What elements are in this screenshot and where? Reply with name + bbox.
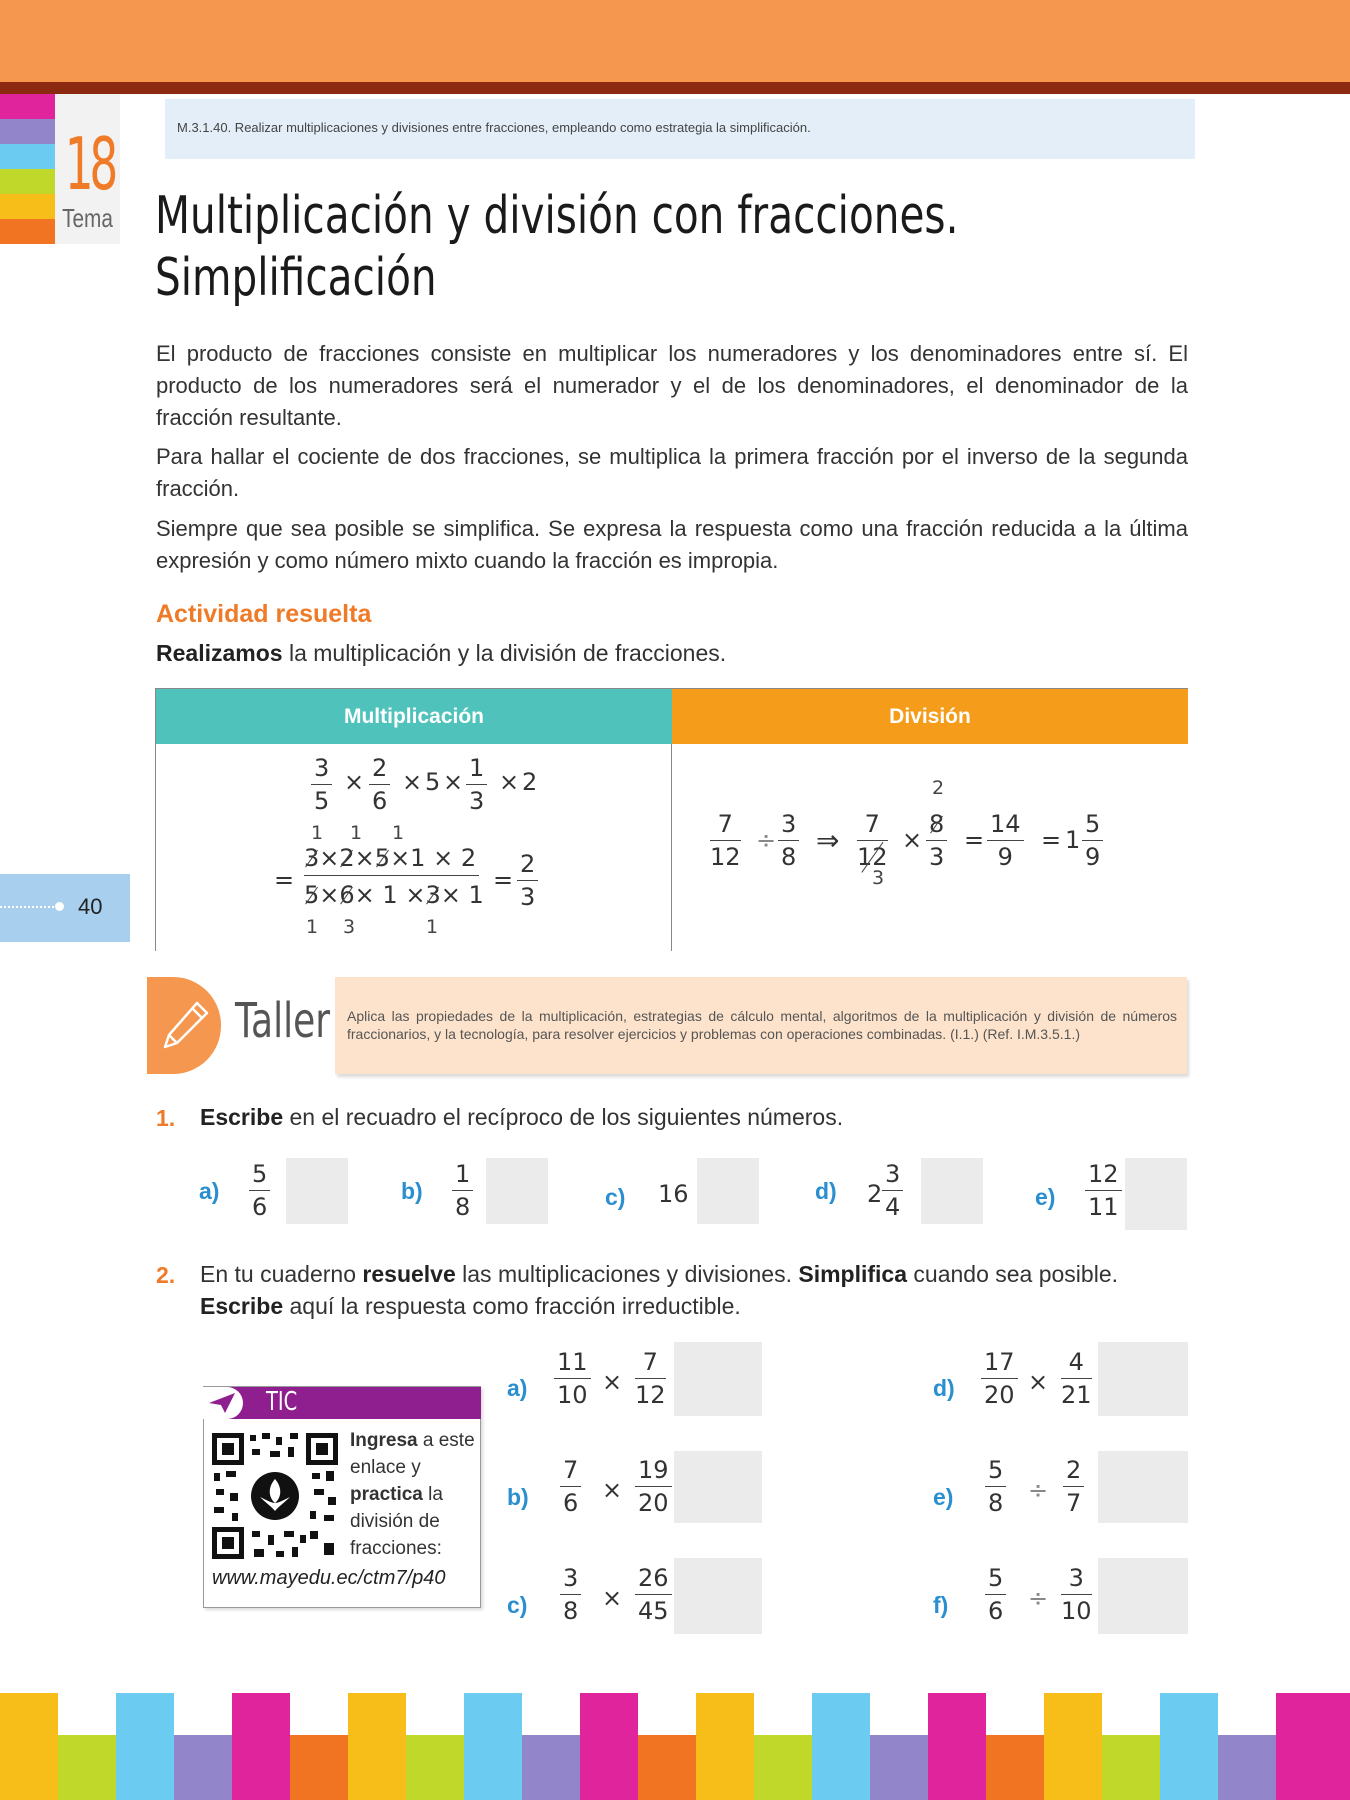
q2-option-d-fraction-1: $\frac{17}{20}$ bbox=[981, 1348, 1018, 1409]
activity-sub-bold: Realizamos bbox=[156, 640, 283, 666]
q2-option-d-label: d) bbox=[933, 1375, 955, 1401]
q1-option-b-fraction: $\frac{1}{8}$ bbox=[452, 1160, 473, 1221]
cancel-top-3: 1 bbox=[392, 822, 405, 844]
q2-option-c-fraction-1: $\frac{3}{8}$ bbox=[560, 1564, 581, 1625]
cancel-top-2: 1 bbox=[350, 822, 363, 844]
bottom-decoration bbox=[0, 1693, 1350, 1800]
q1-answer-box-d[interactable] bbox=[921, 1158, 983, 1224]
div-fraction-6: $\frac{5}{9}$ bbox=[1082, 810, 1103, 871]
color-stripes bbox=[0, 94, 55, 244]
q2-option-b-operator: × bbox=[602, 1476, 623, 1504]
q2-option-f-label: f) bbox=[933, 1592, 949, 1618]
multiplication-header: Multiplicación bbox=[156, 689, 672, 744]
div-equals-1: = bbox=[964, 826, 985, 854]
div-fraction-3: $\frac{7}{12}$ bbox=[857, 810, 888, 871]
question-2-text: En tu cuaderno resuelve las multiplicaciones y divisiones. Simplifica cuando sea posible. Escribe aquí la respuesta como fracción irreductible. bbox=[200, 1261, 1119, 1319]
q2-option-c-label: c) bbox=[507, 1592, 528, 1618]
tic-link[interactable]: www.mayedu.ec/ctm7/p40 bbox=[212, 1567, 446, 1589]
cancel-small-2: 2 bbox=[932, 777, 945, 799]
page-number: 40 bbox=[78, 894, 103, 919]
taller-title: Taller bbox=[235, 993, 331, 1049]
activity-subtitle bbox=[156, 640, 726, 667]
q1-option-b-label: b) bbox=[401, 1178, 423, 1204]
page-dots bbox=[0, 906, 58, 908]
div-fraction-4: $\frac{8}{3}$ bbox=[926, 810, 947, 871]
q1-option-d-whole: 2 bbox=[867, 1180, 883, 1208]
qr-code-icon[interactable] bbox=[210, 1431, 340, 1561]
paragraph-quotient: Para hallar el cociente de dos fracciones, se multiplica la primera fracción por el inverso de la segunda fracción. bbox=[156, 444, 1188, 501]
q2-option-a-operator: × bbox=[602, 1368, 623, 1396]
q2-option-e-operator: ÷ bbox=[1028, 1476, 1049, 1504]
page-dot bbox=[55, 902, 64, 911]
q1-answer-box-a[interactable] bbox=[286, 1158, 348, 1224]
q2-option-d-fraction-2: $\frac{4}{21}$ bbox=[1061, 1348, 1092, 1409]
mult-fraction-2: $\frac{2}{6}$ bbox=[369, 754, 390, 815]
q1-answer-box-c[interactable] bbox=[697, 1158, 759, 1224]
tema-label: Tema bbox=[62, 203, 113, 233]
q1-option-c-label: c) bbox=[605, 1184, 626, 1210]
mult-denominator-row: 5×6× 1 ×3× 1 bbox=[304, 881, 484, 909]
q2-option-b-fraction-2: $\frac{19}{20}$ bbox=[635, 1456, 672, 1517]
q2-option-f-fraction-1: $\frac{5}{6}$ bbox=[985, 1564, 1006, 1625]
question-1-number: 1. bbox=[156, 1105, 176, 1131]
title-line-2: Simplificación bbox=[155, 248, 437, 308]
skill-code-banner: M.3.1.40. Realizar multiplicaciones y divisiones entre fracciones, empleando como estrategia la simplificación. bbox=[165, 99, 1195, 159]
q2-option-e-fraction-1: $\frac{5}{8}$ bbox=[985, 1456, 1006, 1517]
tema-number: 18 bbox=[64, 122, 115, 206]
mult-equals-2: = bbox=[493, 866, 514, 894]
q2-option-b-fraction-1: $\frac{7}{6}$ bbox=[560, 1456, 581, 1517]
question-1-text: Escribe en el recuadro el recíproco de los siguientes números. bbox=[200, 1104, 844, 1130]
q2-option-c-operator: × bbox=[602, 1584, 623, 1612]
top-dark-line bbox=[0, 82, 1350, 94]
mult-times-2: × bbox=[402, 768, 423, 796]
question-2-number: 2. bbox=[156, 1262, 176, 1288]
mult-fraction-3: $\frac{1}{3}$ bbox=[466, 754, 487, 815]
q1-option-a-fraction: $\frac{5}{6}$ bbox=[249, 1160, 270, 1221]
div-equals-2: = bbox=[1041, 826, 1062, 854]
top-color-band bbox=[0, 0, 1350, 82]
q1-option-d-fraction: $\frac{3}{4}$ bbox=[882, 1160, 903, 1221]
worked-example-table bbox=[155, 688, 1188, 951]
taller-description: Aplica las propiedades de la multiplicación, estrategias de cálculo mental, algoritmos de la multiplicación y división de números fraccionarios, y la tecnología, para resolver ejercicios y problemas con operaciones combinadas. (I.1.) (Ref. I.M.3.5.1.) bbox=[335, 977, 1187, 1074]
mixed-whole: 1 bbox=[1065, 826, 1081, 854]
send-arrow-icon bbox=[207, 1391, 237, 1415]
div-fraction-1: $\frac{7}{12}$ bbox=[710, 810, 741, 871]
mult-result: $\frac{2}{3}$ bbox=[517, 850, 538, 911]
mult-times-3: × bbox=[443, 768, 464, 796]
cancel-bottom-1: 1 bbox=[306, 916, 319, 938]
mult-two: 2 bbox=[522, 768, 538, 796]
activity-sub-rest: la multiplicación y la división de fracciones. bbox=[282, 640, 727, 666]
q2-option-f-operator: ÷ bbox=[1028, 1584, 1049, 1612]
mult-equals-1: = bbox=[274, 866, 295, 894]
q2-option-b-label: b) bbox=[507, 1484, 529, 1510]
tic-header bbox=[201, 1387, 481, 1419]
q2-answer-box-f[interactable] bbox=[1098, 1558, 1188, 1634]
q1-answer-box-b[interactable] bbox=[486, 1158, 548, 1224]
div-fraction-5: $\frac{14}{9}$ bbox=[987, 810, 1024, 871]
tic-box bbox=[203, 1386, 481, 1608]
title-line-1: Multiplicación y división con fracciones. bbox=[155, 186, 959, 246]
mult-times-4: × bbox=[499, 768, 520, 796]
cancel-bottom-2: 3 bbox=[343, 916, 356, 938]
activity-title: Actividad resuelta bbox=[156, 600, 372, 628]
mult-numerator-row: 3×2×5×1 × 2 bbox=[304, 844, 477, 872]
div-times: × bbox=[902, 826, 923, 854]
division-cell bbox=[672, 744, 1188, 951]
q2-answer-box-d[interactable] bbox=[1098, 1342, 1188, 1416]
q1-option-e-label: e) bbox=[1035, 1184, 1056, 1210]
mult-times-1: × bbox=[344, 768, 365, 796]
q1-answer-box-e[interactable] bbox=[1125, 1158, 1187, 1230]
cancel-bottom-3: 1 bbox=[426, 916, 439, 938]
q2-option-c-fraction-2: $\frac{26}{45}$ bbox=[635, 1564, 672, 1625]
tic-title: TIC bbox=[266, 1387, 298, 1417]
division-header: División bbox=[672, 689, 1188, 744]
div-fraction-2: $\frac{3}{8}$ bbox=[778, 810, 799, 871]
q2-answer-box-e[interactable] bbox=[1098, 1451, 1188, 1523]
q2-option-e-fraction-2: $\frac{2}{7}$ bbox=[1063, 1456, 1084, 1517]
page-title bbox=[155, 185, 1013, 309]
q1-option-a-label: a) bbox=[199, 1178, 220, 1204]
cancel-small-3: 3 bbox=[872, 867, 885, 889]
cancel-top-1: 1 bbox=[311, 822, 324, 844]
q2-answer-box-b[interactable] bbox=[674, 1451, 762, 1523]
q2-option-a-fraction-2: $\frac{7}{12}$ bbox=[635, 1348, 666, 1409]
taller-banner bbox=[147, 977, 1187, 1074]
q2-answer-box-c[interactable] bbox=[674, 1558, 762, 1634]
implies-arrow: ⇒ bbox=[816, 824, 840, 857]
mult-five: 5 bbox=[425, 768, 441, 796]
q2-option-a-label: a) bbox=[507, 1375, 528, 1401]
q2-option-e-label: e) bbox=[933, 1484, 954, 1510]
q1-option-c-value: 16 bbox=[658, 1180, 689, 1208]
taller-badge bbox=[147, 977, 335, 1074]
page-number-tab bbox=[0, 874, 130, 942]
q2-option-f-fraction-2: $\frac{3}{10}$ bbox=[1061, 1564, 1092, 1625]
pencil-icon bbox=[157, 997, 213, 1053]
paragraph-simplify: Siempre que sea posible se simplifica. Se expresa la respuesta como una fracción reducida a la última expresión y como número mixto cuando la fracción es impropia. bbox=[156, 516, 1188, 573]
q2-option-a-fraction-1: $\frac{11}{10}$ bbox=[554, 1348, 591, 1409]
tema-badge bbox=[55, 94, 120, 244]
q2-answer-box-a[interactable] bbox=[674, 1342, 762, 1416]
tic-instructions: Ingresa a este enlace y practica la división de fracciones: bbox=[350, 1430, 475, 1559]
multiplication-cell bbox=[156, 744, 672, 951]
mult-fraction-1: $\frac{3}{5}$ bbox=[311, 754, 332, 815]
div-sign: ÷ bbox=[756, 826, 777, 854]
paragraph-product: El producto de fracciones consiste en multiplicar los numeradores y los denominadores entre sí. El producto de los numeradores será el numerador y el de los denominadores, el denominador de la fracción resultante. bbox=[156, 341, 1188, 430]
q2-option-d-operator: × bbox=[1028, 1368, 1049, 1396]
q1-option-e-fraction: $\frac{12}{11}$ bbox=[1085, 1160, 1122, 1221]
q1-option-d-label: d) bbox=[815, 1178, 837, 1204]
mult-fraction-bar bbox=[304, 875, 479, 876]
